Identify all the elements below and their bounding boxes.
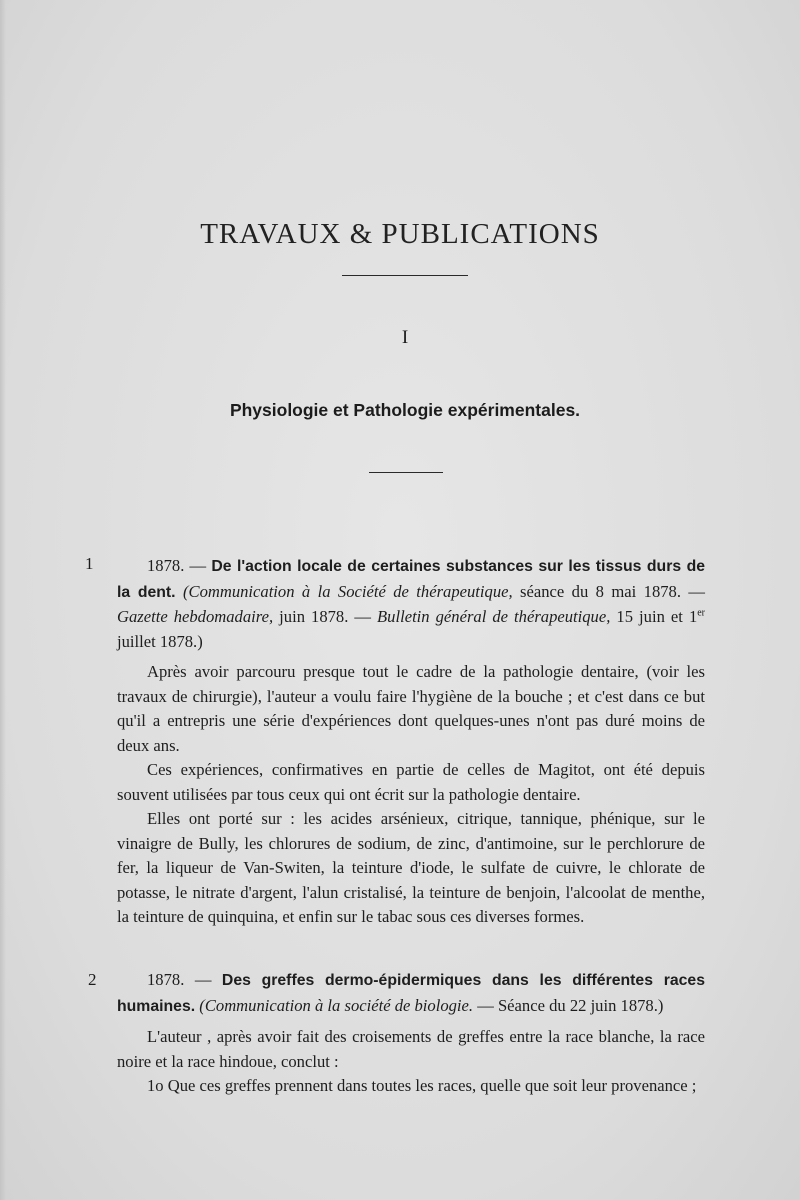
entry-title: De l'action locale de certaines substances sur les tissus durs de la dent. [117, 558, 706, 601]
entry-ref-ordinal: er [697, 607, 706, 619]
entry-header [117, 554, 705, 654]
entry-ref-date: juin 1878. — [279, 607, 371, 626]
entry-paragraph: Elles ont porté sur : les acides arsénieux, citrique, tannique, phénique, sur le vinaigre de Bully, les chlorures de sodium, de zinc, d'antimoine, sur le perchlorure de fer, la liqueur de Van-Switen, la teinture d'iode, le sulfate de cuivre, le chlorate de potasse, le nitrate d'argent, l'alun cristalisé, la teinture de benjoin, l'alcoolat de menthe, la teinture de quinquina, et enfin sur le tabac sous ces diverses formes. [117, 809, 705, 926]
title-divider [342, 275, 468, 276]
entry-header [117, 968, 705, 1019]
entry-ref-journal: Bulletin général de thérapeutique, [377, 607, 611, 626]
entry-1 [117, 554, 705, 930]
entry-year: 1878. — [147, 970, 212, 989]
entry-paragraph: L'auteur , après avoir fait des croisements de greffes entre la race blanche, la race noire et la race hindoue, conclut : [117, 1027, 705, 1071]
entry-ref-date: séance du 8 mai 1878. — [520, 581, 705, 601]
section-divider [369, 472, 443, 473]
section-title: Physiologie et Pathologie expérimentales. [229, 400, 581, 420]
page-edge-shadow [0, 0, 6, 1200]
page-title: TRAVAUX & PUBLICATIONS [200, 218, 600, 250]
entry-ref-venue: (Communication à la Société de thérapeutique, [182, 581, 513, 601]
entry-ref-date: juillet 1878.) [117, 631, 203, 651]
entry-title: Des greffes dermo-épidermiques dans les différentes races humaines. [117, 972, 705, 1015]
entry-paragraph: 1o Que ces greffes prennent dans toutes les races, quelle que soit leur provenance ; [147, 1076, 697, 1095]
entry-paragraph: Ces expériences, confirmatives en partie de celles de Magitot, ont été depuis souvent utilisées par tous ceux qui ont écrit sur la pathologie dentaire. [117, 760, 705, 804]
entry-paragraph: Après avoir parcouru presque tout le cadre de la pathologie dentaire, (voir les travaux de chirurgie), l'auteur a voulu faire l'hygiène de la bouche ; et c'est dans ce but qu'il a entrepris une série d'expériences dont quelques-unes n'ont pas duré moins de deux ans. [117, 662, 705, 755]
section-number: I [401, 327, 409, 348]
entry-2 [117, 968, 705, 1099]
entry-year: 1878. — [147, 556, 207, 575]
entry-ref-date: — Séance du 22 juin 1878.) [477, 995, 664, 1015]
entry-number: 1 [85, 554, 94, 573]
entry-ref-venue: (Communication à la société de biologie. [199, 995, 474, 1015]
entry-ref-journal: Gazette hebdomadaire, [117, 607, 274, 626]
entry-number: 2 [88, 970, 97, 989]
entry-ref-day: 1 [688, 607, 698, 626]
entry-ref-date: 15 juin et [616, 607, 683, 626]
